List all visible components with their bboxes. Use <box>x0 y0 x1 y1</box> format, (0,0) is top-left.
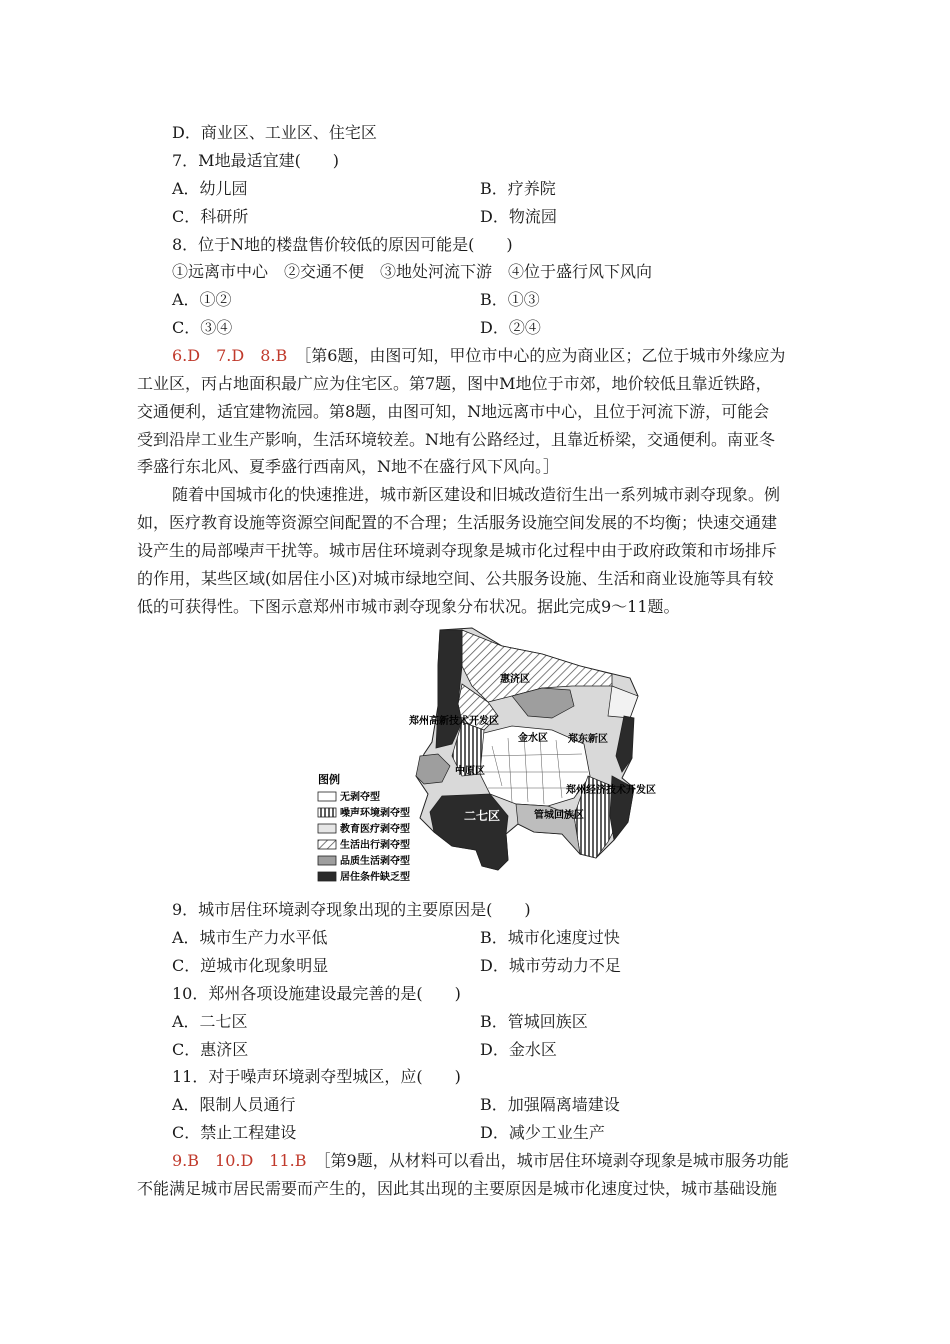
material-para-line-5: 低的可获得性。下图示意郑州市城市剥夺现象分布状况。据此完成9～11题。 <box>137 597 680 616</box>
black-erqi <box>430 794 508 870</box>
option-q11-b: B．加强隔离墙建设 <box>480 1095 620 1114</box>
option-q11-c: C．禁止工程建设 <box>172 1123 297 1142</box>
district-label-jinshui: 金水区 <box>518 733 548 744</box>
zhengzhou-deprivation-map <box>312 626 672 888</box>
option-q11-a: A．限制人员通行 <box>172 1095 296 1114</box>
legend-swatch-residential <box>318 872 336 881</box>
answer-key-6-8: 6.D 7.D 8.B <box>172 346 288 365</box>
answer-6-8-line-5: 季盛行东北风、夏季盛行西南风，N地不在盛行风下风向。］ <box>137 457 560 476</box>
option-q8-a: A．①② <box>172 290 232 309</box>
option-q10-d: D．金水区 <box>480 1040 557 1059</box>
option-q10-c: C．惠济区 <box>172 1040 249 1059</box>
legend-label-residential: 居住条件缺乏型 <box>340 872 410 883</box>
answer-6-8-line-2: 工业区，丙占地面积最广应为住宅区。第7题，图中M地位于市郊，地价较低且靠近铁路， <box>137 374 772 393</box>
answer-6-8-line-3: 交通便利，适宜建物流园。第8题，由图可知，N地远离市中心，且位于河流下游，可能会 <box>137 402 770 421</box>
option-q9-b: B．城市化速度过快 <box>480 928 620 947</box>
legend-label-quality: 品质生活剥夺型 <box>340 856 410 867</box>
option-q9-a: A．城市生产力水平低 <box>172 928 328 947</box>
option-q9-c: C．逆城市化现象明显 <box>172 956 329 975</box>
map-legend <box>318 772 410 883</box>
answer-9-11-first-line <box>172 1150 789 1172</box>
question-9: 9．城市居住环境剥夺现象出现的主要原因是( ) <box>172 900 531 919</box>
black-west-block <box>436 630 462 748</box>
question-11: 11．对于噪声环境剥夺型城区，应( ) <box>172 1067 461 1086</box>
option-q7-d: D．物流园 <box>480 207 557 226</box>
answer-6-8-line-4: 受到沿岸工业生产影响，生活环境较差。N地有公路经过，且靠近桥梁，交通便利。南亚冬 <box>137 430 776 449</box>
district-label-guancheng: 管城回族区 <box>534 810 584 821</box>
option-q10-b: B．管城回族区 <box>480 1012 588 1031</box>
answer-9-11-text: ［第9题，从材料可以看出，城市居住环境剥夺现象是城市服务功能 <box>314 1151 789 1170</box>
material-para-line-2: 如，医疗教育设施等资源空间配置的不合理；生活服务设施空间发展的不均衡；快速交通建 <box>137 513 778 532</box>
answer-6-8-text: ［第6题，由图可知，甲位市中心的应为商业区；乙位于城市外缘应为 <box>295 346 786 365</box>
answer-key-9-11: 9.B 10.D 11.B <box>172 1151 307 1170</box>
question-7: 7．M地最适宜建( ) <box>172 151 340 170</box>
option-q7-a: A．幼儿园 <box>172 179 248 198</box>
question-10: 10．郑州各项设施建设最完善的是( ) <box>172 984 461 1003</box>
legend-swatch-noise <box>318 808 336 817</box>
question-8-items: ①远离市中心 ②交通不便 ③地处河流下游 ④位于盛行风下风向 <box>172 262 653 281</box>
legend-label-education: 教育医疗剥夺型 <box>340 824 410 835</box>
option-q8-c: C．③④ <box>172 318 233 337</box>
legend-label-living: 生活出行剥夺型 <box>340 840 410 851</box>
district-label-gaoxin: 郑州高新技术开发区 <box>409 716 499 727</box>
district-label-zhongyuan: 中原区 <box>455 766 485 777</box>
legend-swatch-none <box>318 792 336 801</box>
option-q8-d: D．②④ <box>480 318 541 337</box>
legend-swatch-living <box>318 840 336 849</box>
option-q10-a: A．二七区 <box>172 1012 248 1031</box>
legend-label-none: 无剥夺型 <box>340 792 380 803</box>
answer-9-11-line-2: 不能满足城市居民需要而产生的，因此其出现的主要原因是城市化速度过快，城市基础设施 <box>137 1179 778 1198</box>
option-q9-d: D．城市劳动力不足 <box>480 956 621 975</box>
option-q5-d: D．商业区、工业区、住宅区 <box>172 123 377 142</box>
option-q7-c: C．科研所 <box>172 207 249 226</box>
legend-swatch-education <box>318 824 336 833</box>
material-para-line-3: 设产生的局部噪声干扰等。城市居住环境剥夺现象是城市化过程中由于政府政策和市场排斥 <box>137 541 778 560</box>
district-label-jingji: 郑州经济技术开发区 <box>566 785 656 796</box>
legend-title: 图例 <box>318 773 340 786</box>
option-q7-b: B．疗养院 <box>480 179 556 198</box>
material-para-line-4: 的作用，某些区域(如居住小区)对城市绿地空间、公共服务设施、生活和商业设施等具有较 <box>137 569 774 588</box>
district-label-erqi: 二七区 <box>464 809 501 823</box>
answer-6-8-first-line <box>172 345 785 367</box>
legend-label-noise: 噪声环境剥夺型 <box>340 808 410 819</box>
option-q11-d: D．减少工业生产 <box>480 1123 605 1142</box>
question-8: 8．位于N地的楼盘售价较低的原因可能是( ) <box>172 235 513 254</box>
legend-swatch-quality <box>318 856 336 865</box>
district-label-huiji: 惠济区 <box>500 674 530 685</box>
material-para-line-1: 随着中国城市化的快速推进，城市新区建设和旧城改造衍生出一系列城市剥夺现象。例 <box>172 485 781 504</box>
district-label-zhengdong: 郑东新区 <box>568 734 608 745</box>
option-q8-b: B．①③ <box>480 290 540 309</box>
